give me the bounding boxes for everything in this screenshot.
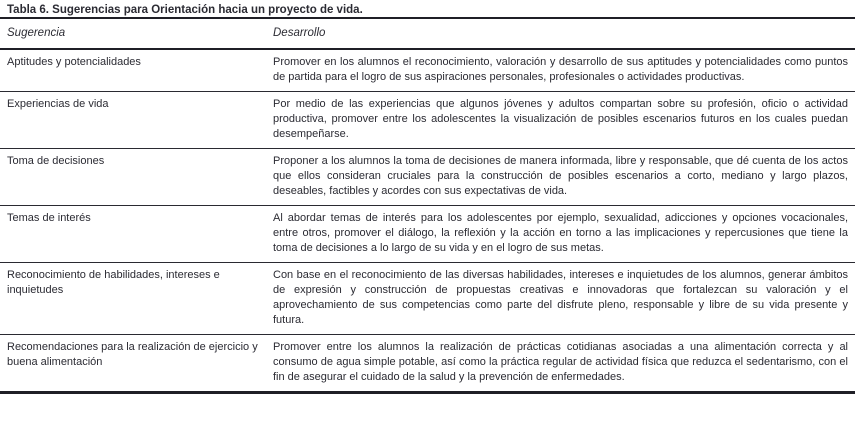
- sugerencia-cell: Temas de interés: [7, 212, 91, 224]
- desarrollo-cell: Por medio de las experiencias que algunos jóvenes y adultos compartan sobre su profesión, oficio o actividad productiva, promover entre los adolescentes la visualización de posibles escenarios futuros en los cuales puedan desempeñarse.: [273, 98, 848, 140]
- sugerencia-cell: Toma de decisiones: [7, 155, 105, 167]
- table-row: [0, 149, 855, 206]
- column-header-sugerencia: Sugerencia: [7, 27, 66, 39]
- sugerencia-cell: Aptitudes y potencialidades: [7, 56, 141, 68]
- table-row: [0, 263, 855, 335]
- desarrollo-cell: Promover en los alumnos el reconocimiento, valoración y desarrollo de sus aptitudes y potencialidades como puntos de partida para el logro de sus aspiraciones personales, profesionales o actividades productivas.: [273, 56, 848, 83]
- table-row: [0, 92, 855, 149]
- sugerencia-cell: Reconocimiento de habilidades, intereses e inquietudes: [7, 269, 220, 296]
- desarrollo-cell: Al abordar temas de interés para los adolescentes por ejemplo, sexualidad, adicciones y opciones vocacionales, entre otros, promover el diálogo, la reflexión y la acción en torno a las implicaciones y repercusiones que tiene la toma de decisiones a lo largo de su vida y en el logro de sus metas.: [273, 212, 848, 254]
- table-row: [0, 50, 855, 92]
- table-row: [0, 206, 855, 263]
- table-caption: Sugerencias para Orientación hacia un proyecto de vida.: [48, 4, 363, 16]
- table-header-row: [0, 19, 855, 50]
- table-row: [0, 335, 855, 394]
- desarrollo-cell: Con base en el reconocimiento de las diversas habilidades, intereses e inquietudes de los alumnos, generar ámbitos de expresión y construcción de propuestas creativas e innovadoras que fortalezcan su valoración y el aprovechamiento de sus competencias como parte del disfrute pleno, responsable y libre de su vida presente y futura.: [273, 269, 848, 326]
- table-number: Tabla 6.: [7, 4, 49, 16]
- sugerencia-cell: Experiencias de vida: [7, 98, 109, 110]
- column-header-desarrollo: Desarrollo: [273, 27, 326, 39]
- table-title: [0, 0, 855, 19]
- desarrollo-cell: Proponer a los alumnos la toma de decisiones de manera informada, libre y responsable, que dé cuenta de los actos que ellos consideran cruciales para la construcción de posibles escenarios a corto, mediano y largo plazos, deseables, factibles y acordes con sus expectativas de vida.: [273, 155, 848, 197]
- desarrollo-cell: Promover entre los alumnos la realización de prácticas cotidianas asociadas a una alimentación correcta y al consumo de agua simple potable, así como la práctica regular de actividad física que reduzca el sedentarismo, con el fin de asegurar el cuidado de la salud y la prevención de enfermedades.: [273, 341, 848, 383]
- sugerencia-cell: Recomendaciones para la realización de ejercicio y buena alimentación: [7, 341, 258, 368]
